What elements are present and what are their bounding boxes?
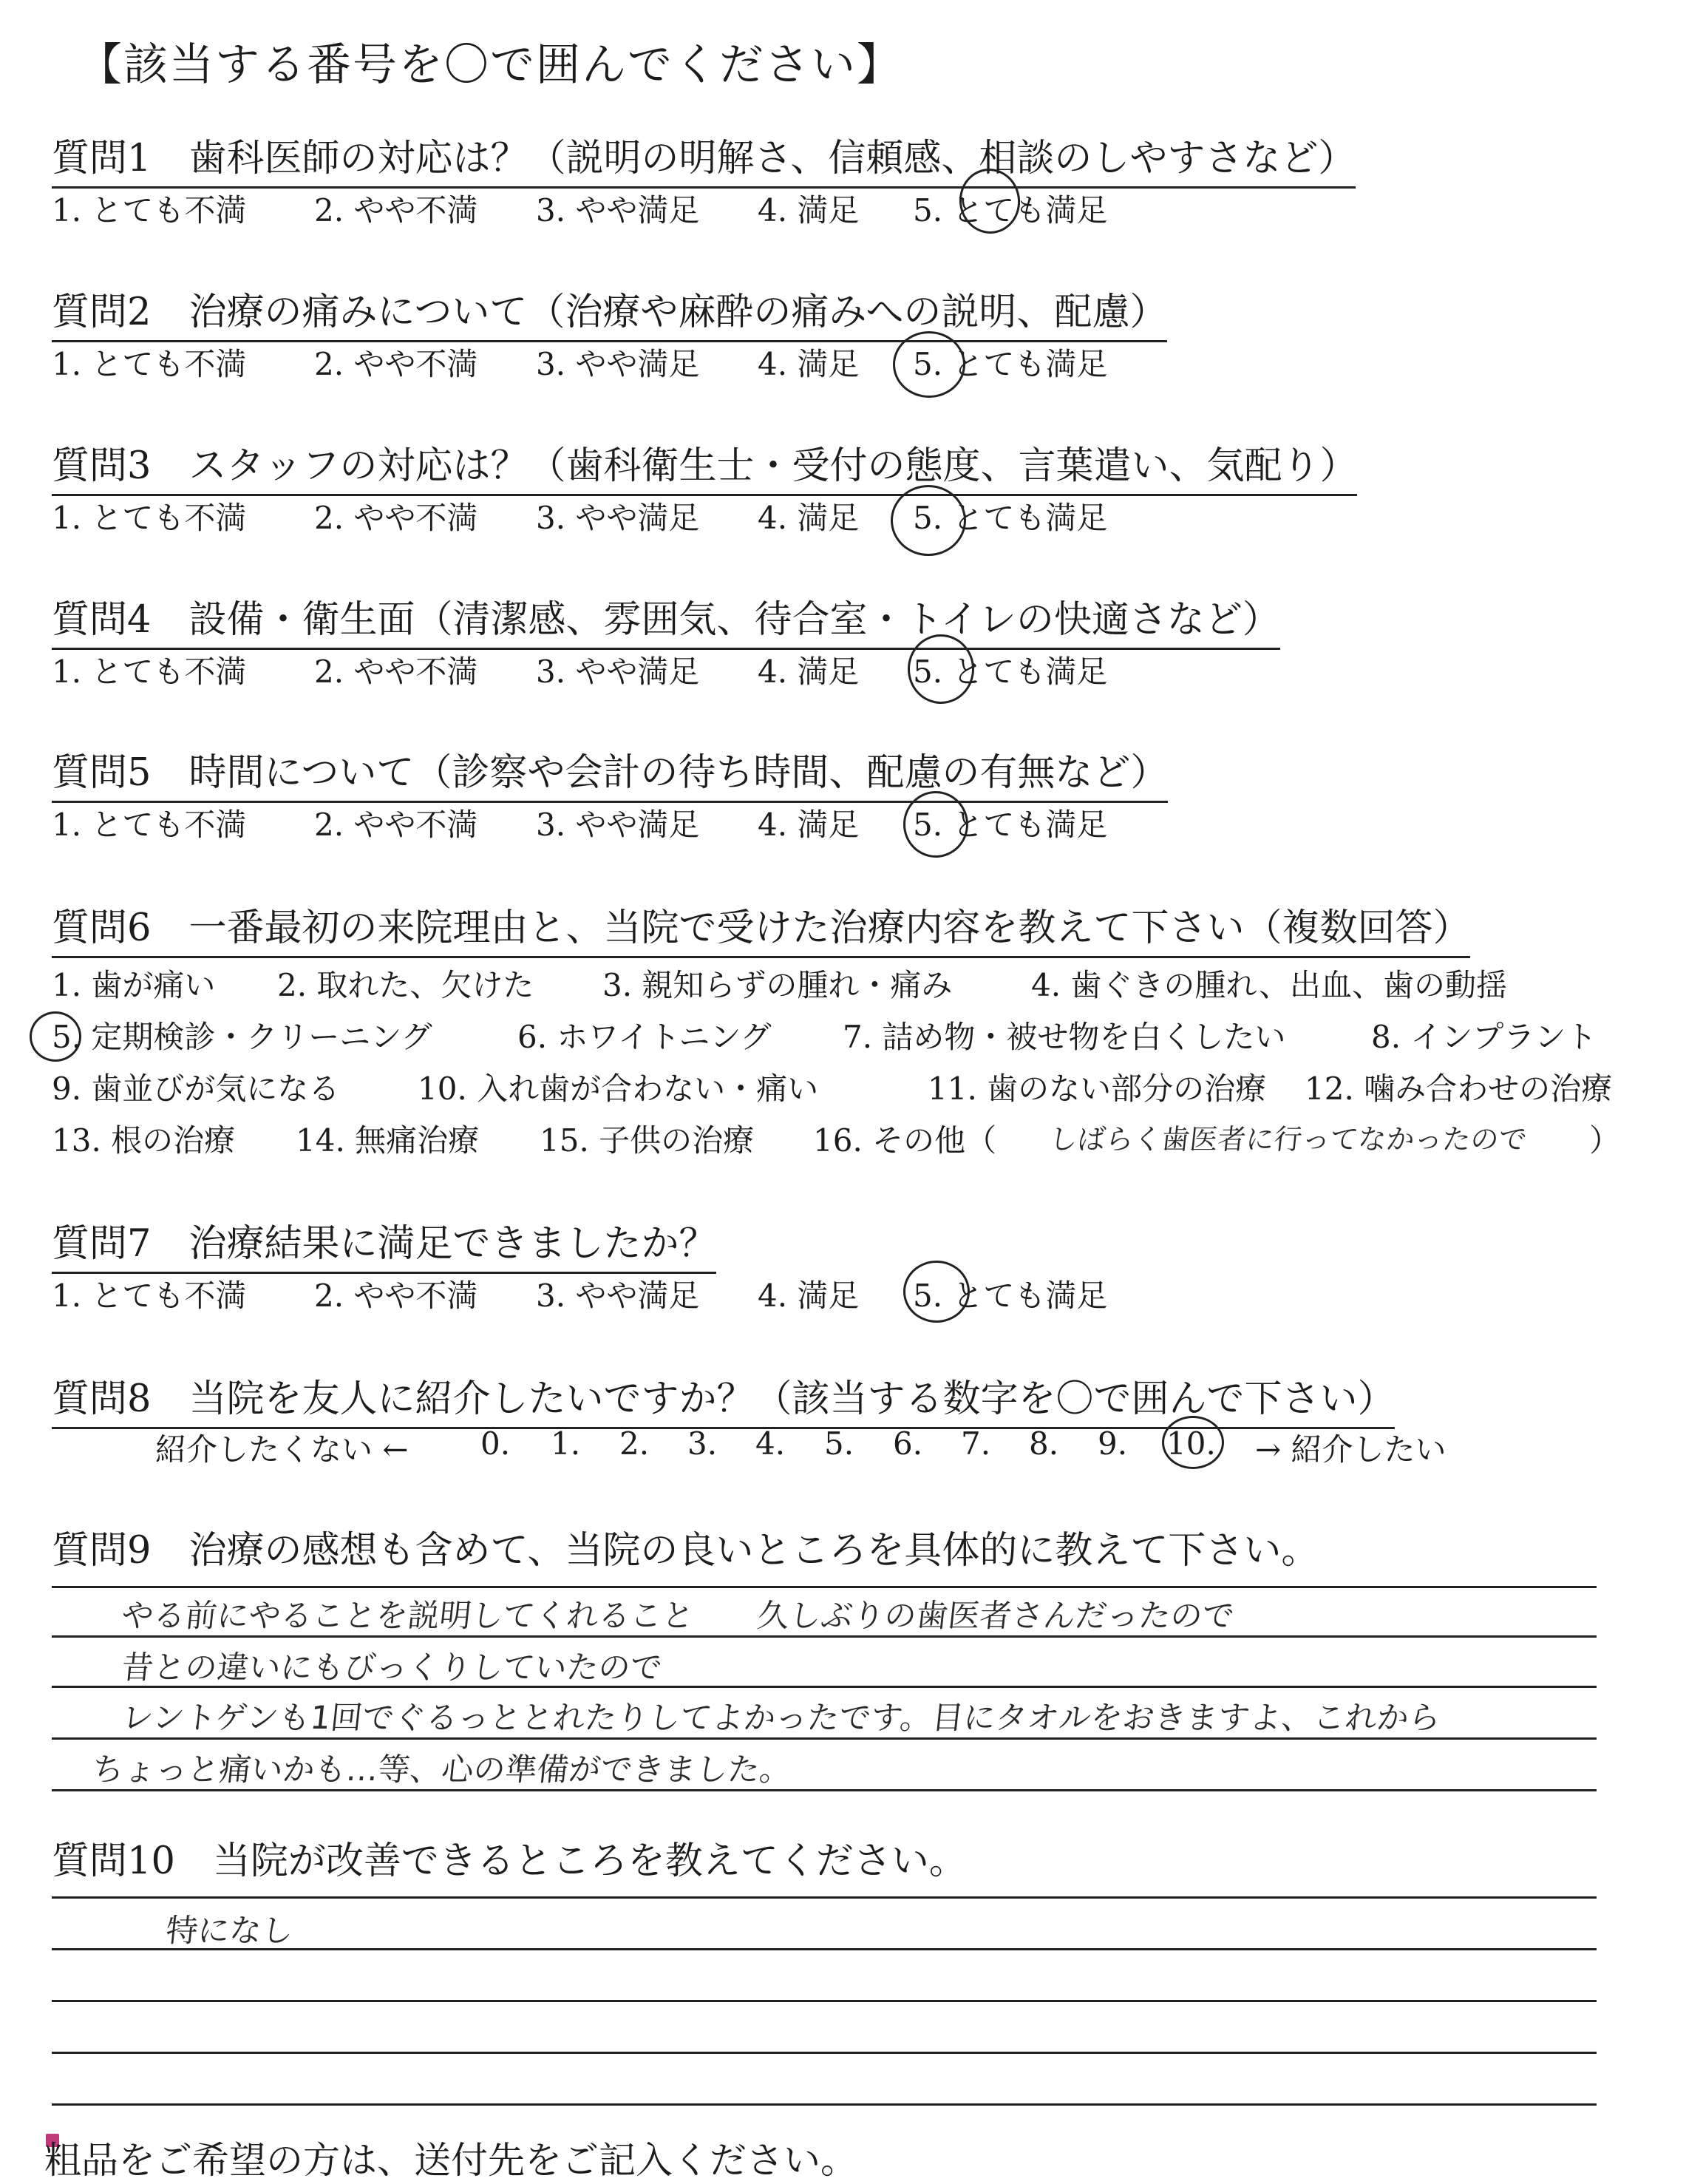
question-5-title: 質問5 時間について（診察や会計の待ち時間、配慮の有無など） [52,742,1168,803]
q7-option-2[interactable]: 2. やや不満 [314,1278,478,1314]
q8-score-0[interactable]: 0. [480,1425,511,1462]
question-10-title: 質問10 当院が改善できるところを教えてください。 [52,1839,967,1883]
question-6-title: 質問6 一番最初の来院理由と、当院で受けた治療内容を教えて下さい（複数回答） [52,897,1470,958]
q10-answer-line [52,2052,1597,2054]
question-9-title: 質問9 治療の感想も含めて、当院の良いところを具体的に教えて下さい。 [52,1529,1319,1573]
question-4-title: 質問4 設備・衛生面（清潔感、雰囲気、待合室・トイレの快適さなど） [52,589,1280,650]
q7-option-5[interactable]: 5. とても満足 [913,1278,1108,1314]
q4-option-3[interactable]: 3. やや満足 [536,654,700,690]
q8-score-7[interactable]: 7. [961,1425,991,1462]
q4-option-2[interactable]: 2. やや不満 [314,654,478,690]
q5-option-1[interactable]: 1. とても不満 [52,807,247,843]
q6-option-7[interactable]: 7. 詰め物・被せ物を白くしたい [843,1019,1286,1055]
question-1-title: 質問1 歯科医師の対応は？（説明の明解さ、信頼感、相談のしやすさなど） [52,127,1356,189]
q6-option-13[interactable]: 13. 根の治療 [52,1122,236,1159]
q8-score-4[interactable]: 4. [755,1425,786,1462]
q9-answer-line-1: やる前にやることを説明してくれること 久しぶりの歯医者さんだったので [120,1598,1237,1635]
q6-option-3[interactable]: 3. 親知らずの腫れ・痛み [602,967,953,1003]
q6-option-12[interactable]: 12. 噛み合わせの治療 [1305,1071,1613,1107]
q6-option-1[interactable]: 1. 歯が痛い [52,967,216,1003]
q6-option-5[interactable]: 5. 定期検診・クリーニング [52,1019,432,1055]
q9-answer-line-4: ちょっと痛いかも…等、心の準備ができました。 [90,1751,794,1788]
q6-option-9[interactable]: 9. 歯並びが気になる [52,1071,340,1107]
q9-answer-line-2: 昔との違いにもびっくりしていたので [120,1649,664,1686]
question-7-title: 質問7 治療結果に満足できましたか？ [52,1213,716,1274]
q6-option-2[interactable]: 2. 取れた、欠けた [277,967,534,1003]
q5-option-3[interactable]: 3. やや満足 [536,807,700,843]
q9-answer-line-3: レントゲンも1回でぐるっととれたりしてよかったです。目にタオルをおきますよ、これから [120,1700,1443,1737]
q5-option-4[interactable]: 4. 満足 [758,807,860,843]
q8-right-label: → 紹介したい [1255,1431,1447,1468]
q1-option-5[interactable]: 5. とても満足 [913,192,1108,228]
question-2-title: 質問2 治療の痛みについて（治療や麻酔の痛みへの説明、配慮） [52,281,1167,342]
q1-option-3[interactable]: 3. やや満足 [536,192,700,228]
q6-option-6[interactable]: 6. ホワイトニング [517,1019,772,1055]
q6-option-8[interactable]: 8. インプラント [1371,1019,1597,1055]
q6-option-14[interactable]: 14. 無痛治療 [296,1122,480,1159]
q6-option-11[interactable]: 11. 歯のない部分の治療 [928,1071,1267,1107]
q2-option-3[interactable]: 3. やや満足 [536,346,700,382]
q2-option-2[interactable]: 2. やや不満 [314,346,478,382]
form-title: 【該当する番号を〇で囲んでください】 [78,39,903,91]
question-3-title: 質問3 スタッフの対応は？（歯科衛生士・受付の態度、言葉遣い、気配り） [52,435,1357,496]
footer-note: 粗品をご希望の方は、送付先をご記入ください。 [44,2139,857,2182]
q10-answer-line [52,2103,1597,2106]
q10-answer-line [52,1896,1597,1899]
q8-score-8[interactable]: 8. [1029,1425,1059,1462]
q3-option-3[interactable]: 3. やや満足 [536,500,700,536]
q8-score-9[interactable]: 9. [1098,1425,1128,1462]
q7-option-4[interactable]: 4. 満足 [758,1278,860,1314]
q4-option-5[interactable]: 5. とても満足 [913,654,1108,690]
q8-score-3[interactable]: 3. [687,1425,718,1462]
q6-option-4[interactable]: 4. 歯ぐきの腫れ、出血、歯の動揺 [1031,967,1507,1003]
q7-option-1[interactable]: 1. とても不満 [52,1278,247,1314]
q5-option-5[interactable]: 5. とても満足 [913,807,1108,843]
q3-option-5[interactable]: 5. とても満足 [913,500,1108,536]
q10-answer-line [52,2000,1597,2002]
q6-option-10[interactable]: 10. 入れ歯が合わない・痛い [418,1071,819,1107]
q8-score-2[interactable]: 2. [619,1425,650,1462]
q6-other-close: ） [1589,1122,1621,1159]
q10-answer-text[interactable]: 特になし [164,1913,296,1950]
q4-option-4[interactable]: 4. 満足 [758,654,860,690]
question-8-title: 質問8 当院を友人に紹介したいですか？（該当する数字を〇で囲んで下さい） [52,1368,1395,1429]
q8-score-1[interactable]: 1. [551,1425,581,1462]
q4-option-1[interactable]: 1. とても不満 [52,654,247,690]
q2-option-1[interactable]: 1. とても不満 [52,346,247,382]
q1-option-4[interactable]: 4. 満足 [758,192,860,228]
q1-option-2[interactable]: 2. やや不満 [314,192,478,228]
q1-option-1[interactable]: 1. とても不満 [52,192,247,228]
q3-option-2[interactable]: 2. やや不満 [314,500,478,536]
q6-other-handwritten[interactable]: しばらく歯医者に行ってなかったので [1047,1123,1529,1156]
q9-answer-line [52,1586,1597,1588]
q3-option-4[interactable]: 4. 満足 [758,500,860,536]
q3-option-1[interactable]: 1. とても不満 [52,500,247,536]
q8-score-6[interactable]: 6. [893,1425,923,1462]
q2-option-5[interactable]: 5. とても満足 [913,346,1108,382]
q7-option-3[interactable]: 3. やや満足 [536,1278,700,1314]
q6-option-15[interactable]: 15. 子供の治療 [540,1122,755,1159]
q6-option-16[interactable]: 16. その他（ [813,1122,997,1159]
q8-score-5[interactable]: 5. [824,1425,854,1462]
q8-left-label: 紹介したくない ← [155,1431,409,1468]
q5-option-2[interactable]: 2. やや不満 [314,807,478,843]
q2-option-4[interactable]: 4. 満足 [758,346,860,382]
q8-score-10[interactable]: 10. [1166,1425,1216,1462]
